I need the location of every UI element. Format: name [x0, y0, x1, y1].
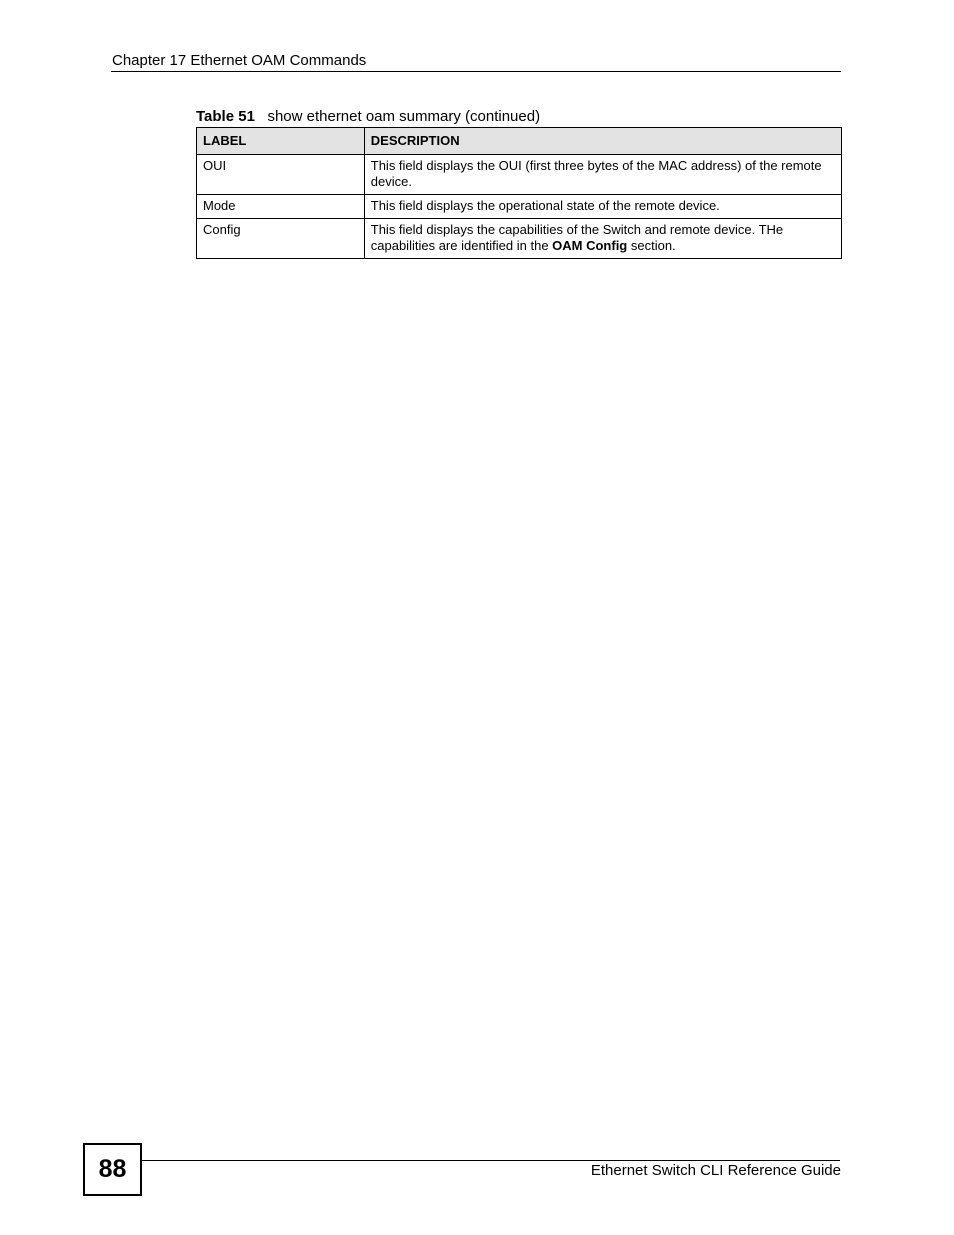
- row-label: Mode: [197, 195, 365, 219]
- column-header-label: LABEL: [197, 128, 365, 155]
- row-description-bold-term: OAM Config: [552, 238, 628, 253]
- row-description: This field displays the operational state of the remote device.: [364, 195, 841, 219]
- table-caption: [196, 108, 540, 126]
- table-caption-title: show ethernet oam summary (continued): [267, 108, 541, 125]
- field-description-table: [196, 127, 842, 259]
- running-footer: Ethernet Switch CLI Reference Guide: [590, 1162, 841, 1179]
- row-description: This field displays the OUI (first three bytes of the MAC address) of the remote device.: [364, 155, 841, 195]
- footer-divider: [140, 1160, 840, 1161]
- row-label: Config: [197, 219, 365, 259]
- header-divider: [111, 71, 841, 72]
- page-number-box: [83, 1143, 142, 1196]
- table-row: [197, 219, 842, 259]
- table-row: [197, 155, 842, 195]
- page-number: 88: [98, 1155, 127, 1183]
- table-row: [197, 195, 842, 219]
- row-description: [364, 219, 841, 259]
- running-header: Chapter 17 Ethernet OAM Commands: [112, 52, 367, 69]
- row-label: OUI: [197, 155, 365, 195]
- table-caption-number: Table 51: [196, 108, 255, 125]
- table-header-row: [197, 128, 842, 155]
- row-description-text: This field displays the capabilities of the Switch and remote device. THe capabilities are identified in the: [370, 222, 784, 253]
- column-header-description: DESCRIPTION: [364, 128, 841, 155]
- row-description-text-end: section.: [627, 238, 676, 253]
